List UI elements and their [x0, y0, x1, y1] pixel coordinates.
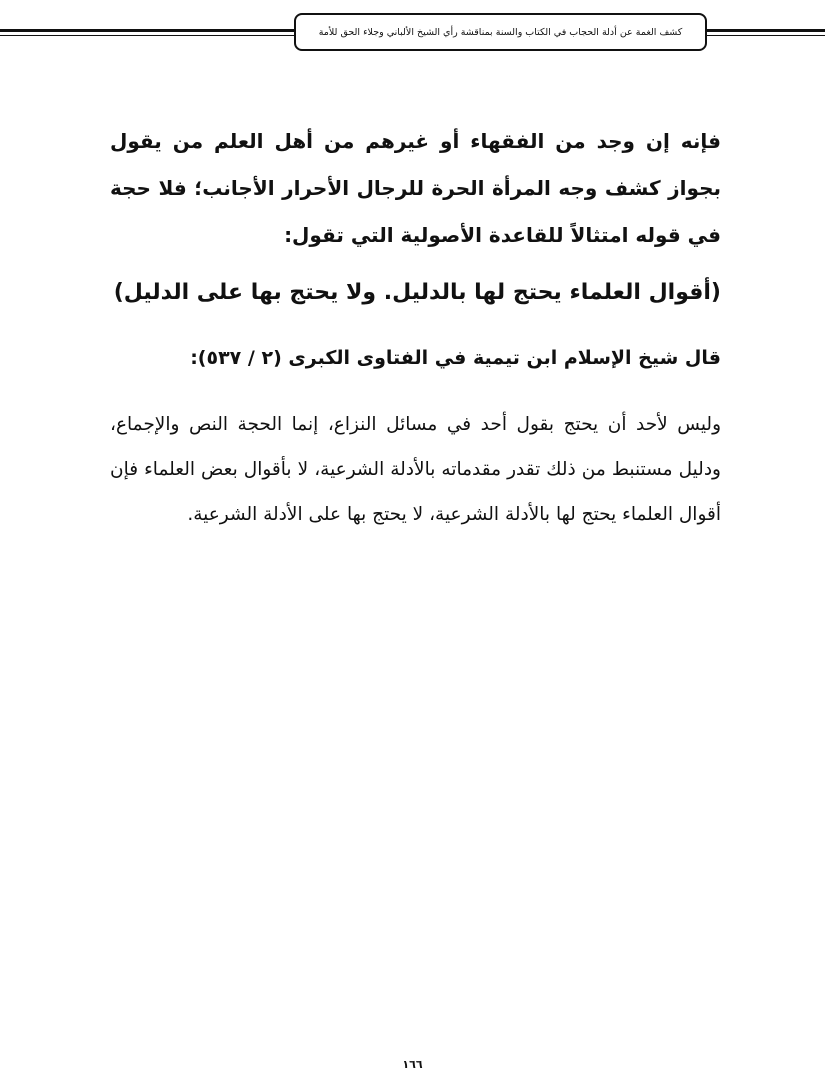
- page-number: ١٦٦: [402, 1058, 423, 1071]
- book-title: كشف الغمة عن أدلة الحجاب في الكتاب والسنة بمناقشة رأي الشيخ الألباني وجلاء الحق للأمة: [318, 26, 683, 38]
- principle-quote: (أقوال العلماء يحتج لها بالدليل. ولا يحتج بها على الدليل): [113, 280, 721, 305]
- header-rule-left: [0, 29, 294, 32]
- citation-heading: قال شيخ الإسلام ابن تيمية في الفتاوى الكبرى (٢ / ٥٣٧):: [190, 347, 721, 369]
- header-rule-thin-right: [707, 35, 825, 36]
- paragraph-1: فإنه إن وجد من الفقهاء أو غيرهم من أهل العلم من يقول بجواز كشف وجه المرأة الحرة للرجال الأحرار الأجانب؛ فلا حجة في قوله امتثالاً للقاعدة الأصولية التي تقول:: [110, 129, 721, 247]
- header-rule-thin-left: [0, 35, 294, 36]
- running-header: [294, 13, 707, 51]
- header-rule-right: [707, 29, 825, 32]
- paragraph-2: وليس لأحد أن يحتج بقول أحد في مسائل النزاع، إنما الحجة النص والإجماع، ودليل مستنبط من ذلك تقدر مقدماته بالأدلة الشرعية، لا بأقوال بعض العلماء فإن أقوال العلماء يحتج لها بالأدلة الشرعية، لا يحتج بها على الأدلة الشرعية.: [110, 414, 721, 525]
